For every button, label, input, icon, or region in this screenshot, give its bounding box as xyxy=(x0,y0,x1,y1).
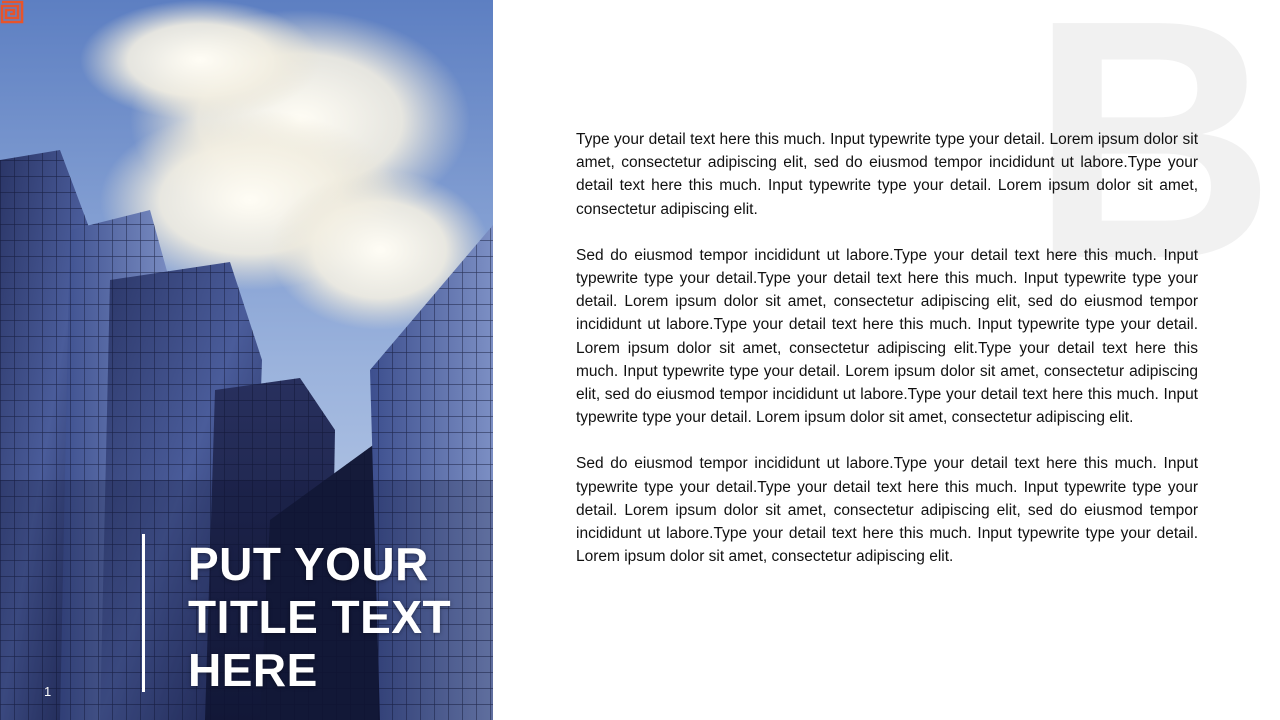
watermark-letter: B xyxy=(1030,0,1276,330)
title-divider xyxy=(142,534,145,692)
body-text xyxy=(576,128,1198,591)
paragraph-2: Sed do eiusmod tempor incididunt ut labore.Type your detail text here this much. Input typewrite type your detail.Type your detail text here this much. Input typewrite type your detail. Lorem ipsum dolor sit amet, consectetur adipiscing elit, sed do eiusmod tempor incididunt ut labore.Type your detail text here this much. Input typewrite type your detail. Lorem ipsum dolor sit amet, consectetur adipiscing elit.Type your detail text here this much. Input typewrite type your detail. Lorem ipsum dolor sit amet, consectetur adipiscing elit, sed do eiusmod tempor incididunt ut labore.Type your detail text here this much. Input typewrite type your detail. Lorem ipsum dolor sit amet, consectetur adipiscing elit. xyxy=(576,246,1198,427)
slide-number: 1 xyxy=(44,684,52,699)
slide-title: PUT YOUR TITLE TEXT HERE xyxy=(188,538,452,696)
brand-logo-icon xyxy=(0,0,24,24)
paragraph-1: Type your detail text here this much. Input typewrite type your detail. Lorem ipsum dolor sit amet, consectetur adipiscing elit, sed do eiusmod tempor incididunt ut labore.Type your detail text here this much. Input typewrite type your detail. Lorem ipsum dolor sit amet, consectetur adipiscing elit. xyxy=(576,131,1198,218)
paragraph-3: Sed do eiusmod tempor incididunt ut labore.Type your detail text here this much. Input typewrite type your detail.Type your detail text here this much. Input typewrite type your detail. Lorem ipsum dolor sit amet, consectetur adipiscing elit, sed do eiusmod tempor incididunt ut labore.Type your detail text here this much. Input typewrite type your detail. Lorem ipsum dolor sit amet, consectetur adipiscing elit. xyxy=(576,455,1198,566)
building-photo xyxy=(0,0,493,720)
